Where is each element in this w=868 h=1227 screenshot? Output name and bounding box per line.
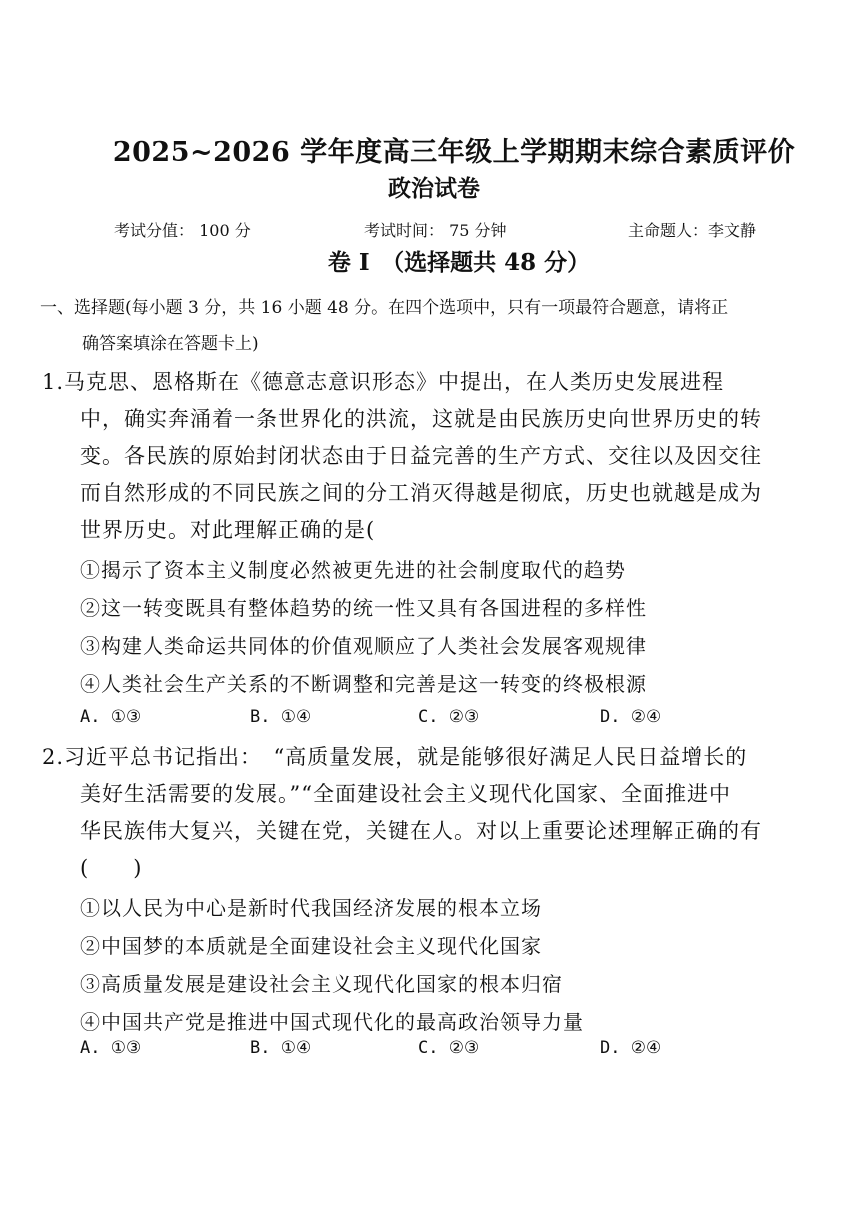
question-1-stem-line: 变。各民族的原始封闭状态由于日益完善的生产方式、交往以及因交往 [80, 444, 762, 468]
exam-time: 考试时间： 75 分钟 [364, 221, 507, 240]
question-2-statement: ①以人民为中心是新时代我国经济发展的根本立场 [80, 896, 542, 920]
exam-author: 主命题人：李文静 [628, 221, 757, 240]
exam-subtitle: 政治试卷 [388, 175, 480, 202]
question-2-choice-a[interactable]: A. ①③ [80, 1038, 142, 1058]
question-2-stem-line: 2.习近平总书记指出： “高质量发展，就是能够很好满足人民日益增长的 [42, 745, 748, 769]
question-1-choice-b[interactable]: B. ①④ [250, 707, 312, 727]
question-2-statement: ②中国梦的本质就是全面建设社会主义现代化国家 [80, 934, 542, 958]
question-2-choice-c[interactable]: C. ②③ [418, 1038, 480, 1058]
question-2-choice-b[interactable]: B. ①④ [250, 1038, 312, 1058]
question-2-statement: ④中国共产党是推进中国式现代化的最高政治领导力量 [80, 1010, 584, 1034]
question-1-statement: ②这一转变既具有整体趋势的统一性又具有各国进程的多样性 [80, 596, 647, 620]
question-1-choice-c[interactable]: C. ②③ [418, 707, 480, 727]
exam-title: 2025~2026 学年度高三年级上学期期末综合素质评价 [112, 137, 796, 168]
question-1-choice-d[interactable]: D. ②④ [600, 707, 662, 727]
question-1-statement: ①揭示了资本主义制度必然被更先进的社会制度取代的趋势 [80, 558, 626, 582]
section-instructions-line2: 确答案填涂在答题卡上) [82, 334, 259, 354]
question-1-stem-line: 而自然形成的不同民族之间的分工消灭得越是彻底，历史也就越是成为 [80, 481, 762, 505]
question-1-statement: ③构建人类命运共同体的价值观顺应了人类社会发展客观规律 [80, 634, 647, 658]
question-1-stem-line: 1.马克思、恩格斯在《德意志意识形态》中提出，在人类历史发展进程 [42, 370, 725, 394]
volume-heading: 卷 I （选择题共 48 分） [327, 249, 591, 276]
question-1-choice-a[interactable]: A. ①③ [80, 707, 142, 727]
section-instructions-line1: 一、选择题(每小题 3 分，共 16 小题 48 分。在四个选项中，只有一项最符合题意，请将正 [40, 298, 729, 318]
question-2-choice-d[interactable]: D. ②④ [600, 1038, 662, 1058]
question-2-stem-line: 美好生活需要的发展。”“全面建设社会主义现代化国家、全面推进中 [80, 782, 731, 806]
question-2-stem-line: 华民族伟大复兴，关键在党，关键在人。对以上重要论述理解正确的有 [80, 819, 762, 843]
question-2-statement: ③高质量发展是建设社会主义现代化国家的根本归宿 [80, 972, 563, 996]
question-1-stem-line: 世界历史。对此理解正确的是( [80, 518, 376, 542]
exam-score: 考试分值： 100 分 [114, 221, 251, 240]
question-1-stem-line: 中，确实奔涌着一条世界化的洪流，这就是由民族历史向世界历史的转 [80, 407, 762, 431]
question-1-statement: ④人类社会生产关系的不断调整和完善是这一转变的终极根源 [80, 672, 647, 696]
section-instructions [40, 290, 810, 362]
question-2-stem-line: ( ) [80, 856, 143, 880]
